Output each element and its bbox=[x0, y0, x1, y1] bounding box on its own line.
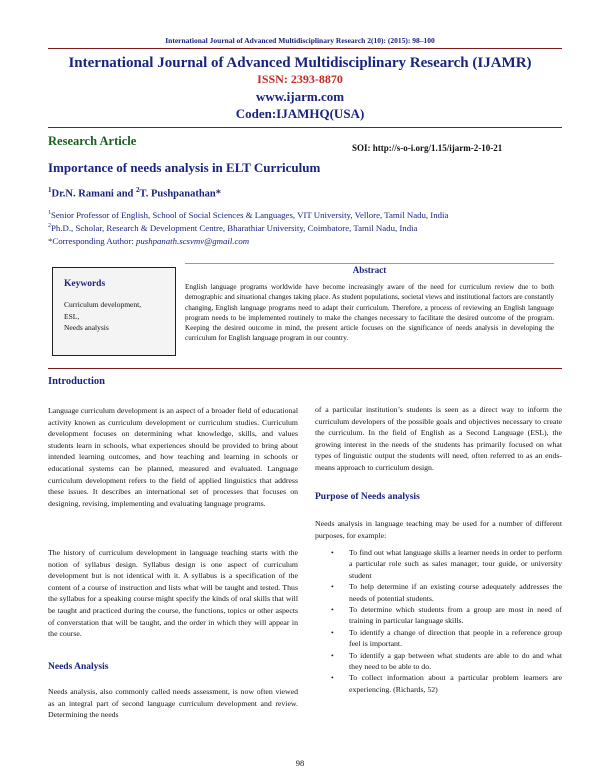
abstract-end-rule bbox=[48, 368, 562, 369]
keyword-item: ESL, bbox=[64, 312, 80, 321]
author2: T. Pushpanathan* bbox=[139, 188, 222, 200]
list-item: • To identify a change of direction that people in a reference group feel is important. bbox=[315, 627, 562, 650]
intro-paragraph-2: The history of curriculum development in language teaching starts with the notion of syllabus design. Syllabus design is one aspect of curriculum development but is not identical with it. A syllabus is a specification of the content of a course of instruction and lists what will be taught and tested. Thus the syllabus for a speaking course might specify the kinds of oral skills that will be taught and practiced during the course, the functions, topics or other aspects of converstation that will be taught, and the order in which they will appear in the course. bbox=[48, 548, 298, 639]
coden: Coden:IJAMHQ(USA) bbox=[235, 106, 365, 121]
authors bbox=[48, 186, 221, 200]
corresponding-author bbox=[48, 236, 249, 246]
corr-email[interactable]: pushpanath.scsvmv@gmail.com bbox=[135, 236, 250, 246]
list-item: • To determine which students from a group are most in need of training in particular language skills. bbox=[315, 604, 562, 627]
list-item: • To find out what language skills a learner needs in order to perform a particular role such as sales manager, tour guide, or university student bbox=[315, 547, 562, 581]
paper-title: Importance of needs analysis in ELT Curriculum bbox=[48, 160, 321, 175]
list-item: • To collect information about a particular problem learners are experiencing. (Richards, 52) bbox=[315, 672, 562, 695]
title-block-rule bbox=[48, 127, 562, 128]
keyword-item: Curriculum development, bbox=[64, 300, 142, 309]
running-head: International Journal of Advanced Multidisciplinary Research 2(10): (2015): 98–100 bbox=[165, 36, 435, 45]
needs-analysis-paragraph: Needs analysis, also commonly called needs assessment, is now often viewed as an integral part of second language curriculum development and review. Determining the needs bbox=[48, 687, 298, 720]
affiliation-2 bbox=[48, 223, 417, 233]
keywords-title: Keywords bbox=[64, 279, 106, 289]
list-item: • To help determine if an existing course adequately addresses the needs of potential students. bbox=[315, 581, 562, 604]
issn: ISSN: 2393-8870 bbox=[257, 72, 343, 86]
page-number: 98 bbox=[295, 758, 305, 768]
author1: Dr.N. Ramani and bbox=[51, 188, 137, 200]
abstract-text: English language programs worldwide have become increasingly aware of the need for curriculum review due to both demographic and situational changes taking place. As student populations, societal views and institutional factors are constantly changing, English language programs need to adapt their curriculum. Therefore, a process of reviewing an English language program needs to be implemented routinely to make the changes necessary to facilitate the desired outcome of the program. Keeping the desired outcome in mind, the present article focuses on the significance of needs analysis in developing the curriculum for English language program in our country. bbox=[185, 283, 554, 343]
purpose-paragraph: Needs analysis in language teaching may be used for a number of different purposes, for example: bbox=[315, 519, 562, 540]
article-type: Research Article bbox=[48, 134, 137, 148]
aff1-text: Senior Professor of English, School of Social Sciences & Languages, VIT University, Vellore, Tamil Nadu, India bbox=[51, 210, 449, 220]
affiliation-1 bbox=[48, 210, 448, 220]
list-item: • To identify a gap between what students are able to do and what they need to be able to do. bbox=[315, 650, 562, 673]
col2-paragraph-1: of a particular institution’s students is seen as a direct way to inform the curriculum developers of the possible goals and objectives necessary to create the curriculum. In the field of English as a Second Language (ESL), the growing interest in the needs of the students has primarily focused on what types of linguistic output the students will need, often referred to as an ends-means approach to curriculum design. bbox=[315, 405, 562, 472]
abstract-title: Abstract bbox=[352, 265, 387, 275]
abstract-rule bbox=[185, 263, 554, 264]
header-rule bbox=[48, 48, 562, 49]
purpose-list bbox=[315, 547, 562, 695]
soi-link: SOI: http://s-o-i.org/1.15/ijarm-2-10-21 bbox=[352, 143, 503, 153]
keyword-item: Needs analysis bbox=[64, 323, 109, 332]
purpose-heading: Purpose of Needs analysis bbox=[315, 492, 420, 502]
journal-website: www.ijarm.com bbox=[255, 89, 345, 104]
aff2-sup: 2 bbox=[48, 223, 51, 230]
author2-sup: 2 bbox=[136, 186, 140, 194]
needs-analysis-heading: Needs Analysis bbox=[48, 662, 109, 672]
journal-title: International Journal of Advanced Multidisciplinary Research (IJAMR) bbox=[68, 55, 532, 71]
aff2-text: Ph.D., Scholar, Research & Development Centre, Bharathiar University, Coimbatore, Tamil Nadu, India bbox=[51, 223, 418, 233]
corr-label: *Corresponding Author: bbox=[48, 236, 136, 246]
author1-sup: 1 bbox=[48, 186, 52, 194]
intro-paragraph-1: Language curriculum development is an aspect of a broader field of educational activity known as curriculum development or curriculum studies. Curriculum development focuses on determining what knowledge, skills, and values students learn in schools, what experiences should be provided to bring about intended learning outcomes, and how teaching and learning in schools or educational systems can be planned, measured and evaluated. Language curriculum development refers to the field of applied linguistics that address these issues. It describes an international set of processes that focuses on designing, revising, implementing and evaluating language programs. bbox=[48, 406, 298, 508]
aff1-sup: 1 bbox=[48, 210, 51, 217]
introduction-heading: Introduction bbox=[48, 376, 105, 387]
